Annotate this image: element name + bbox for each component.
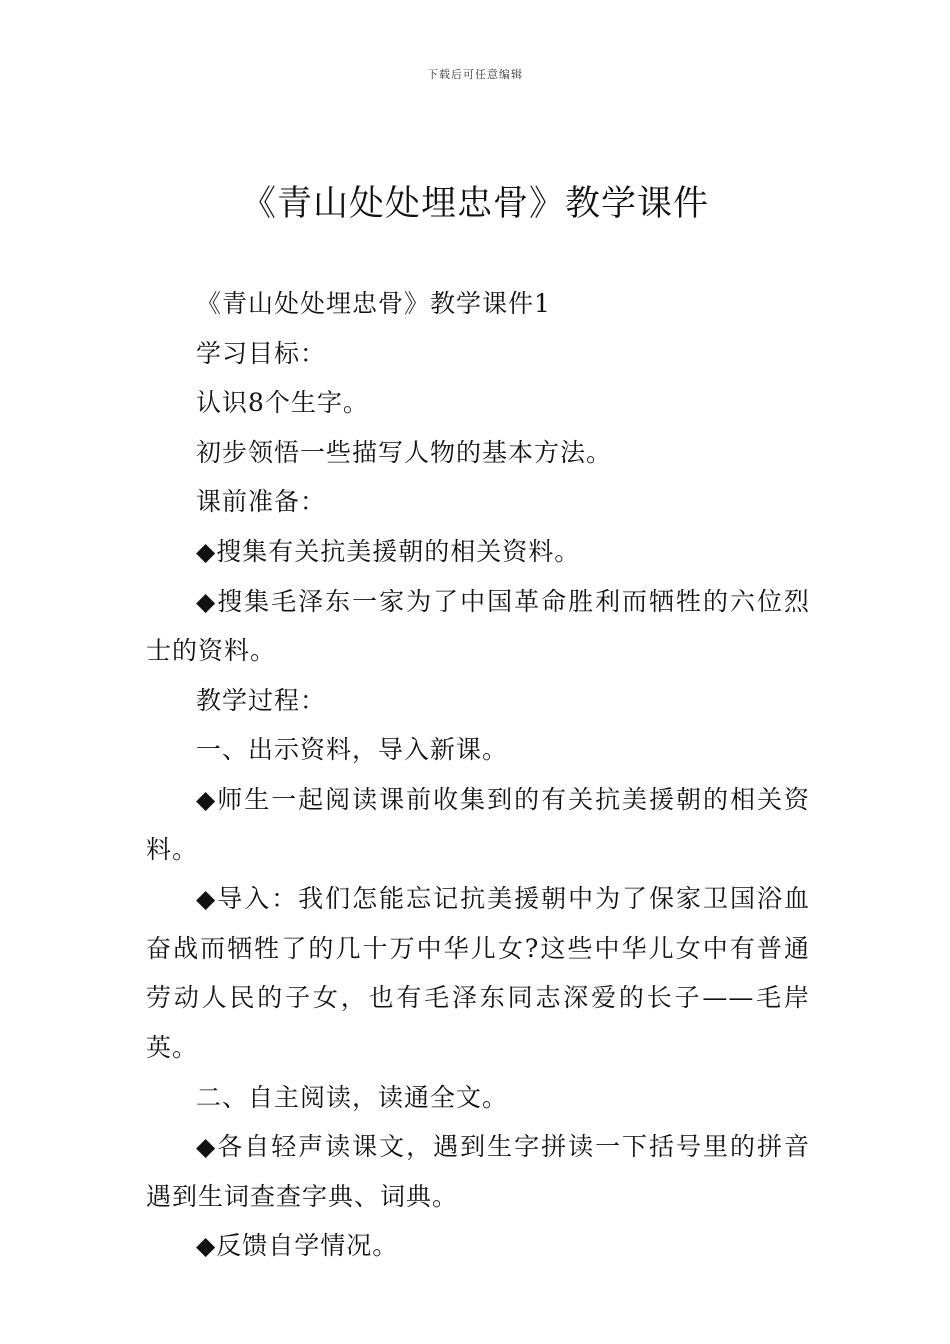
paragraph-learning-goals-heading: 学习目标： — [196, 338, 327, 368]
document-title: 《青山处处埋忠骨》教学课件 — [240, 184, 709, 224]
paragraph-section-one-item-2: ◆导入：我们怎能忘记抗美援朝中为了保家卫国浴血奋战而牺牲了的几十万中华儿女?这些中华儿女中有普通劳动人民的子女，也有毛泽东同志深爱的长子——毛岸英。 — [146, 884, 810, 1062]
paragraph-section-two-item-2: ◆反馈自学情况。 — [196, 1231, 399, 1261]
document-body — [146, 279, 810, 1271]
paragraph-preparation-item-1: ◆搜集有关抗美援朝的相关资料。 — [196, 536, 581, 566]
paragraph-subtitle: 《青山处处埋忠骨》教学课件1 — [196, 289, 551, 318]
paragraph-section-two-item-1: ◆各自轻声读课文，遇到生字拼读一下括号里的拼音遇到生词查查字典、词典。 — [146, 1132, 810, 1211]
paragraph-section-two: 二、自主阅读，读通全文。 — [196, 1082, 509, 1112]
paragraph-section-one-item-1: ◆师生一起阅读课前收集到的有关抗美援朝的相关资料。 — [146, 784, 810, 864]
paragraph-process-heading: 教学过程： — [196, 685, 327, 715]
paragraph-preparation-heading: 课前准备： — [196, 487, 327, 517]
paragraph-goal-methods: 初步领悟一些描写人物的基本方法。 — [196, 437, 613, 467]
paragraph-section-one: 一、出示资料，导入新课。 — [196, 735, 509, 765]
header-note: 下载后可任意编辑 — [427, 68, 523, 81]
paragraph-goal-characters: 认识8个生字。 — [196, 388, 369, 418]
paragraph-preparation-item-2: ◆搜集毛泽东一家为了中国革命胜利而牺牲的六位烈士的资料。 — [146, 586, 810, 666]
